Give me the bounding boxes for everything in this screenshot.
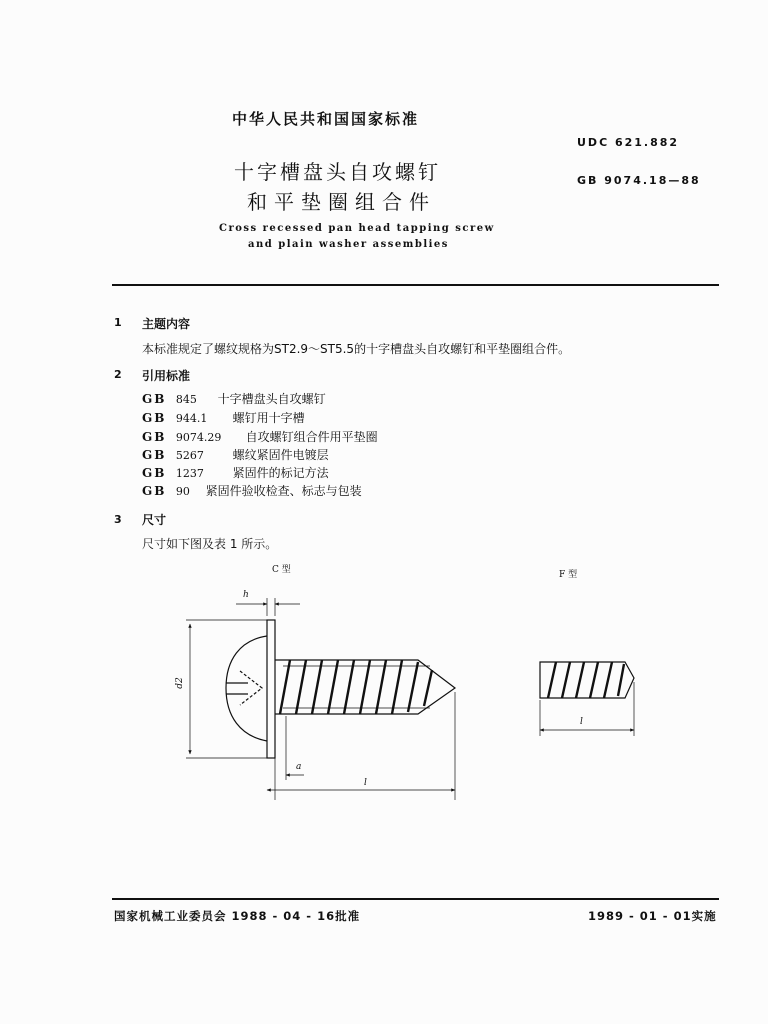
dimension-d2-label: d2	[174, 677, 185, 689]
title-en-line1: Cross recessed pan head tapping screw	[219, 223, 495, 234]
reference-number: 845	[175, 393, 197, 406]
dimension-l-f-label: l	[580, 717, 583, 727]
reference-code: GB	[142, 466, 167, 480]
thread-root-lines	[283, 666, 430, 708]
reference-number: 90	[175, 485, 190, 498]
reference-title: 紧固件的标记方法	[232, 466, 329, 480]
reference-code: GB	[142, 392, 167, 406]
approval-date: 国家机械工业委员会 1988 - 04 - 16批准	[114, 909, 361, 923]
section-2-title: 引用标准	[142, 369, 191, 383]
figure-type-f-label: F 型	[559, 570, 578, 580]
implementation-date: 1989 - 01 - 01实施	[588, 909, 717, 923]
thread-lines	[280, 660, 432, 714]
section-1-number: 1	[114, 316, 122, 329]
reference-title: 自攻螺钉组合件用平垫圈	[245, 430, 378, 444]
title-cn-line2: 和平垫圈组合件	[247, 190, 436, 214]
title-en-line2: and plain washer assemblies	[248, 239, 449, 250]
section-2-number: 2	[114, 368, 122, 381]
section-3-number: 3	[114, 513, 122, 526]
dimension-l-label: l	[364, 778, 367, 788]
reference-number: 944.1	[175, 412, 208, 425]
footer-divider	[112, 898, 719, 900]
reference-code: GB	[142, 411, 167, 425]
section-1-title: 主题内容	[142, 317, 191, 331]
reference-code: GB	[142, 430, 167, 444]
section-3-text: 尺寸如下图及表 1 所示。	[142, 537, 278, 551]
washer-outline	[267, 620, 275, 758]
reference-number: 1237	[175, 467, 204, 480]
reference-code: GB	[142, 448, 167, 462]
reference-title: 十字槽盘头自攻螺钉	[217, 392, 326, 406]
reference-number: 9074.29	[175, 431, 222, 444]
reference-title: 紧固件验收检查、标志与包装	[205, 484, 362, 498]
section-1-text: 本标准规定了螺纹规格为ST2.9～ST5.5的十字槽盘头自攻螺钉和平垫圈组合件。	[142, 342, 571, 356]
reference-number: 5267	[175, 449, 204, 462]
title-cn-line1: 十字槽盘头自攻螺钉	[234, 160, 441, 184]
recess-hidden-line	[240, 671, 262, 705]
figure-type-c-label: C 型	[272, 565, 291, 575]
screw-head-outline	[226, 636, 267, 741]
f-type-thread-lines	[548, 662, 624, 698]
reference-title: 螺钉用十字槽	[232, 411, 305, 425]
dimension-h-label: h	[243, 590, 249, 600]
udc-code: UDC 621.882	[577, 136, 680, 149]
national-standard-heading: 中华人民共和国国家标准	[232, 110, 420, 128]
gb-number: GB 9074.18—88	[577, 174, 701, 187]
section-3-title: 尺寸	[142, 513, 167, 527]
dimension-a-label: a	[296, 762, 302, 772]
reference-title: 螺纹紧固件电镀层	[232, 448, 329, 462]
reference-code: GB	[142, 484, 167, 498]
